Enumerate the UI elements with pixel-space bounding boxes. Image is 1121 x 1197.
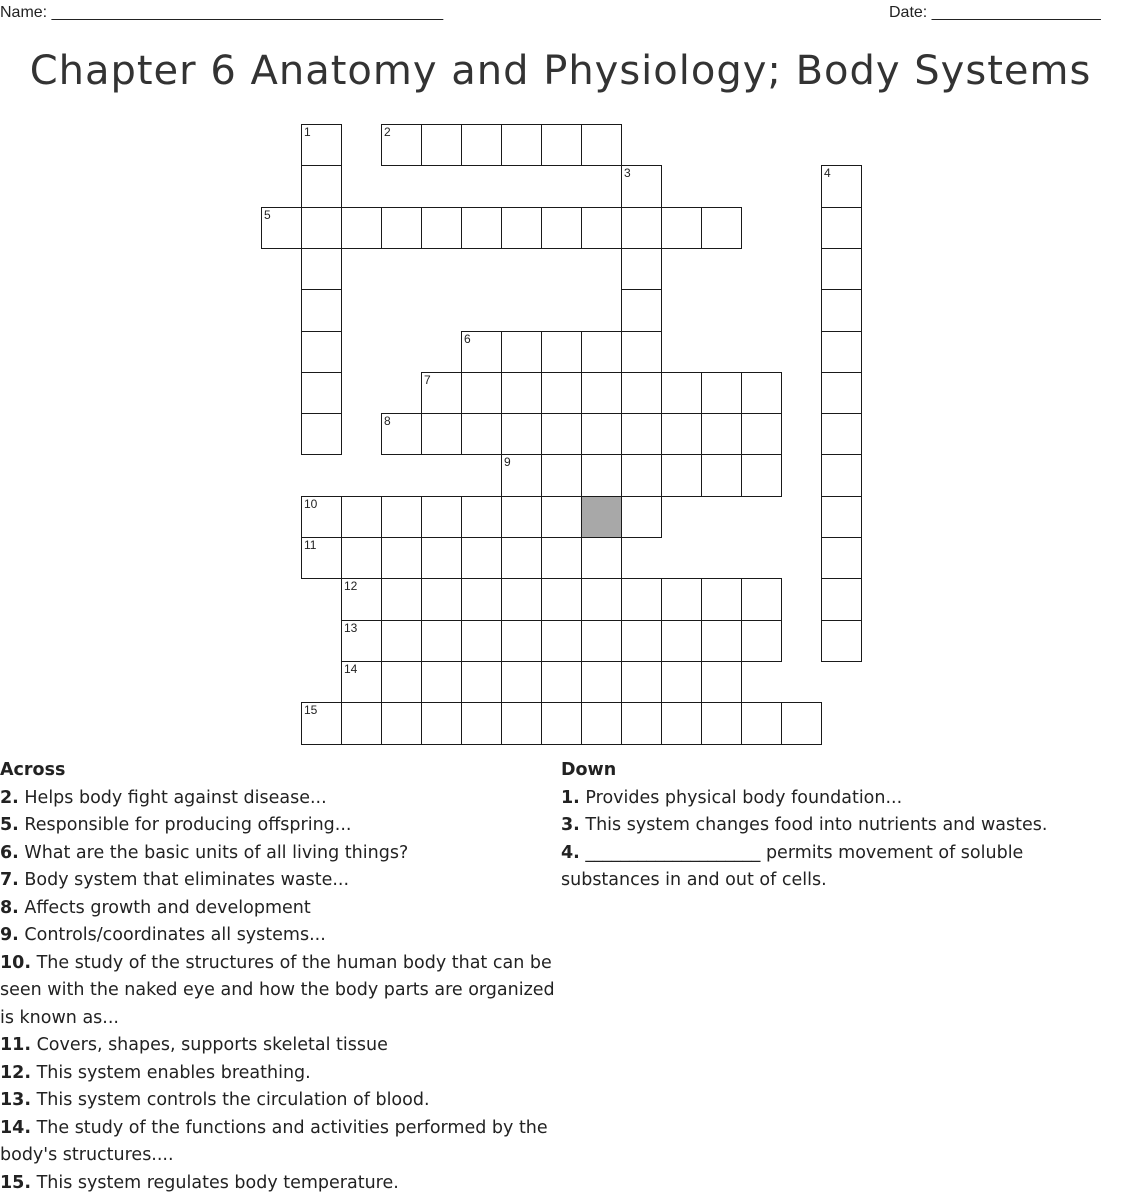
clue-number: 5. — [0, 815, 19, 835]
clue-number-label: 4 — [824, 166, 831, 180]
grid-cell[interactable] — [581, 372, 622, 414]
clue-number-label: 3 — [624, 166, 631, 180]
grid-cell[interactable] — [621, 702, 662, 745]
grid-cell[interactable] — [541, 702, 582, 745]
clue-text: Controls/coordinates all systems... — [19, 925, 326, 945]
grid-cell[interactable] — [821, 207, 862, 249]
grid-cell[interactable] — [381, 124, 422, 166]
grid-cell[interactable] — [661, 620, 702, 662]
clue-item — [561, 840, 1116, 895]
clue-number: 8. — [0, 898, 19, 918]
down-heading: Down — [561, 757, 1116, 785]
grid-cell[interactable] — [621, 413, 662, 455]
across-clue-list — [0, 785, 560, 1197]
grid-cell[interactable] — [701, 372, 742, 414]
clue-item — [0, 922, 560, 950]
clue-number: 4. — [561, 843, 580, 863]
grid-cell[interactable] — [701, 413, 742, 455]
grid-cell[interactable] — [461, 620, 502, 662]
grid-cell[interactable] — [621, 661, 662, 703]
grid-cell[interactable] — [701, 702, 742, 745]
clue-number: 6. — [0, 843, 19, 863]
grid-cell[interactable] — [661, 702, 702, 745]
clue-text: This system regulates body temperature. — [31, 1173, 399, 1193]
grid-cell[interactable] — [821, 248, 862, 290]
grid-cell[interactable] — [301, 289, 342, 332]
grid-cell[interactable] — [461, 661, 502, 703]
grid-cell[interactable] — [781, 702, 822, 745]
page-title: Chapter 6 Anatomy and Physiology; Body Systems — [0, 48, 1121, 94]
grid-cell[interactable] — [421, 702, 462, 745]
grid-cell[interactable] — [661, 454, 702, 497]
grid-cell[interactable] — [461, 413, 502, 455]
clue-text: ____________________ permits movement of soluble substances in and out of cells. — [561, 843, 1023, 891]
grid-cell[interactable] — [301, 537, 342, 579]
clue-text: Provides physical body foundation... — [580, 788, 902, 808]
grid-cell[interactable] — [621, 496, 662, 538]
grid-cell[interactable] — [541, 661, 582, 703]
clue-text: This system enables breathing. — [31, 1063, 311, 1083]
grid-cell[interactable] — [661, 578, 702, 621]
grid-cell[interactable] — [621, 578, 662, 621]
grid-cell[interactable] — [621, 207, 662, 249]
grid-cell[interactable] — [581, 578, 622, 621]
grid-cell[interactable] — [301, 702, 342, 745]
grid-cell[interactable] — [821, 331, 862, 373]
clue-text: This system changes food into nutrients and wastes. — [580, 815, 1048, 835]
grid-cell[interactable] — [381, 207, 422, 249]
grid-cell[interactable] — [461, 372, 502, 414]
clue-number: 15. — [0, 1173, 31, 1193]
clue-item — [0, 867, 560, 895]
grid-cell[interactable] — [461, 702, 502, 745]
grid-cell[interactable] — [421, 413, 462, 455]
grid-cell[interactable] — [661, 207, 702, 249]
grid-cell[interactable] — [301, 413, 342, 455]
clue-item — [0, 1060, 560, 1088]
grid-cell[interactable] — [541, 454, 582, 497]
clue-text: Covers, shapes, supports skeletal tissue — [31, 1035, 388, 1055]
clue-item — [0, 1087, 560, 1115]
clue-number: 10. — [0, 953, 31, 973]
grid-cell[interactable] — [541, 413, 582, 455]
grid-cell[interactable] — [341, 496, 382, 538]
down-clue-list — [561, 785, 1116, 895]
grid-cell[interactable] — [741, 413, 782, 455]
clue-text: Responsible for producing offspring... — [19, 815, 352, 835]
grid-cell[interactable] — [501, 372, 542, 414]
grid-cell[interactable] — [821, 372, 862, 414]
grid-cell[interactable] — [541, 578, 582, 621]
grid-cell[interactable] — [821, 454, 862, 497]
grid-cell[interactable] — [621, 454, 662, 497]
grid-cell[interactable] — [461, 578, 502, 621]
grid-cell[interactable] — [341, 537, 382, 579]
clue-number: 12. — [0, 1063, 31, 1083]
grid-cell[interactable] — [421, 661, 462, 703]
grid-cell[interactable] — [461, 496, 502, 538]
clue-number-label: 7 — [424, 373, 431, 387]
grid-cell[interactable] — [541, 620, 582, 662]
clue-number-label: 15 — [304, 703, 317, 717]
grid-cell[interactable] — [461, 124, 502, 166]
clue-item — [0, 895, 560, 923]
grid-cell[interactable] — [821, 537, 862, 579]
clue-text: What are the basic units of all living things? — [19, 843, 408, 863]
grid-cell[interactable] — [661, 372, 702, 414]
grid-cell[interactable] — [421, 620, 462, 662]
clue-item — [0, 1032, 560, 1060]
clue-number: 11. — [0, 1035, 31, 1055]
grid-cell[interactable] — [421, 537, 462, 579]
clue-text: This system controls the circulation of blood. — [31, 1090, 430, 1110]
grid-cell[interactable] — [821, 289, 862, 332]
clue-number-label: 5 — [264, 208, 271, 222]
grid-cell[interactable] — [581, 207, 622, 249]
grid-cell[interactable] — [501, 496, 542, 538]
grid-cell[interactable] — [501, 207, 542, 249]
grid-cell[interactable] — [821, 496, 862, 538]
grid-cell[interactable] — [461, 331, 502, 373]
clue-number-label: 13 — [344, 621, 357, 635]
grid-cell[interactable] — [701, 454, 742, 497]
grid-cell[interactable] — [341, 207, 382, 249]
grid-cell[interactable] — [621, 331, 662, 373]
grid-cell[interactable] — [661, 661, 702, 703]
grid-cell[interactable] — [741, 620, 782, 662]
grid-cell[interactable] — [821, 413, 862, 455]
clue-text: Affects growth and development — [19, 898, 311, 918]
grid-cell[interactable] — [381, 496, 422, 538]
grid-cell[interactable] — [581, 537, 622, 579]
grid-cell[interactable] — [501, 124, 542, 166]
grid-cell[interactable] — [541, 207, 582, 249]
clue-item — [0, 1170, 560, 1197]
clue-item — [561, 785, 1116, 813]
grid-cell[interactable] — [381, 702, 422, 745]
grid-cell[interactable] — [501, 331, 542, 373]
grid-cell[interactable] — [621, 372, 662, 414]
grid-cell[interactable] — [341, 620, 382, 662]
grid-cell[interactable] — [581, 331, 622, 373]
clue-item — [0, 1115, 560, 1170]
grid-cell[interactable] — [421, 496, 462, 538]
grid-cell[interactable] — [581, 702, 622, 745]
grid-cell[interactable] — [341, 578, 382, 621]
clue-number: 3. — [561, 815, 580, 835]
grid-cell[interactable] — [661, 413, 702, 455]
date-field[interactable]: Date: ___________________ — [889, 4, 1101, 22]
grid-cell[interactable] — [501, 702, 542, 745]
clue-number-label: 6 — [464, 332, 471, 346]
across-clues — [0, 757, 560, 1197]
grid-cell[interactable] — [581, 124, 622, 166]
grid-cell[interactable] — [421, 207, 462, 249]
clue-number: 7. — [0, 870, 19, 890]
grid-cell[interactable] — [541, 537, 582, 579]
grid-cell[interactable] — [741, 702, 782, 745]
grid-cell[interactable] — [701, 661, 742, 703]
clue-number-label: 8 — [384, 414, 391, 428]
clue-number-label: 12 — [344, 579, 357, 593]
clue-number-label: 2 — [384, 125, 391, 139]
grid-cell[interactable] — [701, 620, 742, 662]
grid-cell[interactable] — [501, 661, 542, 703]
grid-cell[interactable] — [541, 372, 582, 414]
across-heading: Across — [0, 757, 560, 785]
grid-cell[interactable] — [581, 454, 622, 497]
grid-cell[interactable] — [301, 207, 342, 249]
grid-cell[interactable] — [461, 207, 502, 249]
grid-cell[interactable] — [501, 620, 542, 662]
grid-cell[interactable] — [581, 620, 622, 662]
grid-cell[interactable] — [741, 372, 782, 414]
grid-cell[interactable] — [301, 248, 342, 290]
clue-text: Helps body fight against disease... — [19, 788, 327, 808]
clue-text: The study of the structures of the human body that can be seen with the naked eye and how the body parts are organized is known as... — [0, 953, 555, 1028]
grid-cell[interactable] — [741, 578, 782, 621]
clue-number: 9. — [0, 925, 19, 945]
grid-cell[interactable] — [581, 496, 622, 538]
grid-cell[interactable] — [501, 578, 542, 621]
grid-cell[interactable] — [541, 331, 582, 373]
grid-cell[interactable] — [621, 620, 662, 662]
grid-cell[interactable] — [501, 454, 542, 497]
name-field[interactable]: Name: ____________________________________________ — [0, 4, 443, 22]
grid-cell[interactable] — [701, 578, 742, 621]
grid-cell[interactable] — [301, 124, 342, 166]
grid-cell[interactable] — [381, 661, 422, 703]
clue-item — [0, 950, 560, 1033]
clue-number: 13. — [0, 1090, 31, 1110]
clue-text: Body system that eliminates waste... — [19, 870, 349, 890]
grid-cell[interactable] — [581, 661, 622, 703]
grid-cell[interactable] — [501, 413, 542, 455]
clue-item — [0, 840, 560, 868]
grid-cell[interactable] — [421, 372, 462, 414]
grid-cell[interactable] — [421, 124, 462, 166]
clue-number-label: 10 — [304, 497, 317, 511]
clue-number-label: 9 — [504, 455, 511, 469]
clue-item — [561, 812, 1116, 840]
grid-cell[interactable] — [381, 620, 422, 662]
grid-cell[interactable] — [381, 413, 422, 455]
grid-cell[interactable] — [821, 165, 862, 208]
grid-cell[interactable] — [621, 165, 662, 208]
grid-cell[interactable] — [541, 124, 582, 166]
grid-cell[interactable] — [701, 207, 742, 249]
grid-cell[interactable] — [581, 413, 622, 455]
grid-cell[interactable] — [261, 207, 302, 249]
grid-cell[interactable] — [301, 372, 342, 414]
grid-cell[interactable] — [741, 454, 782, 497]
grid-cell[interactable] — [301, 331, 342, 373]
grid-cell[interactable] — [341, 661, 382, 703]
grid-cell[interactable] — [821, 620, 862, 662]
grid-cell[interactable] — [461, 537, 502, 579]
grid-cell[interactable] — [341, 702, 382, 745]
grid-cell[interactable] — [541, 496, 582, 538]
clue-number-label: 1 — [304, 125, 311, 139]
clue-number: 2. — [0, 788, 19, 808]
clue-number: 14. — [0, 1118, 31, 1138]
grid-cell[interactable] — [821, 578, 862, 621]
grid-cell[interactable] — [301, 496, 342, 538]
clue-item — [0, 785, 560, 813]
grid-cell[interactable] — [381, 537, 422, 579]
grid-cell[interactable] — [381, 578, 422, 621]
down-clues — [561, 757, 1116, 895]
grid-cell[interactable] — [621, 289, 662, 332]
clue-text: The study of the functions and activities performed by the body's structures.... — [0, 1118, 548, 1166]
grid-cell[interactable] — [621, 248, 662, 290]
clue-number-label: 14 — [344, 662, 357, 676]
grid-cell[interactable] — [421, 578, 462, 621]
clue-item — [0, 812, 560, 840]
grid-cell[interactable] — [501, 537, 542, 579]
clue-number-label: 11 — [304, 538, 316, 552]
clue-number: 1. — [561, 788, 580, 808]
grid-cell[interactable] — [301, 165, 342, 208]
